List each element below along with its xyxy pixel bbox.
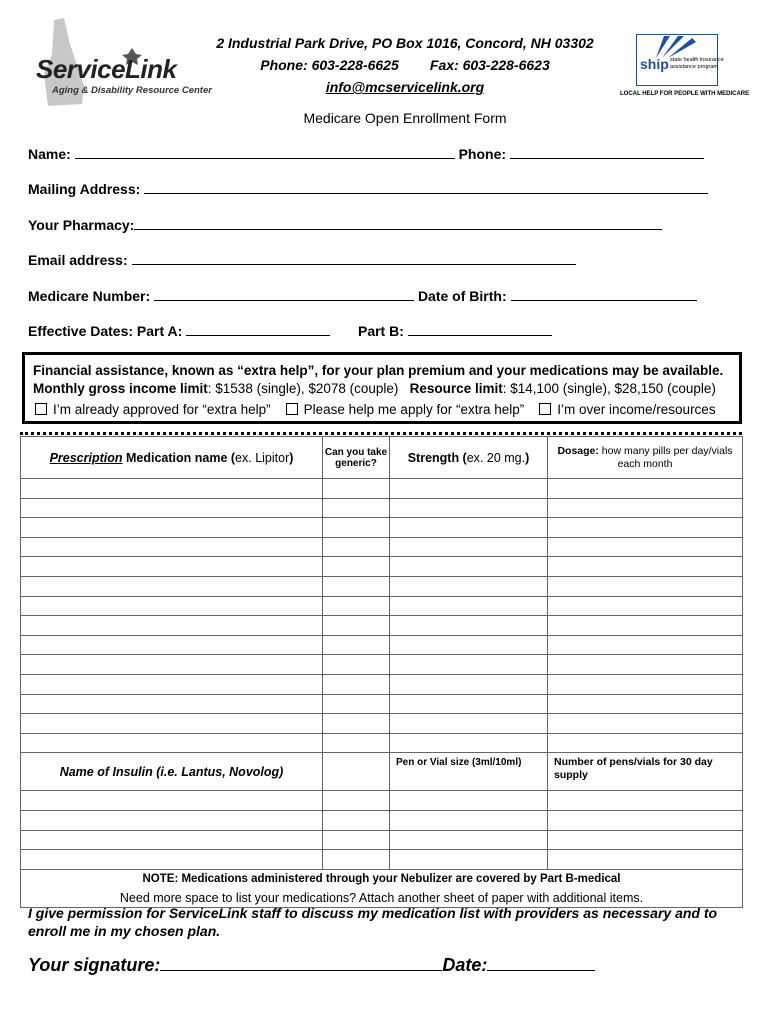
table-cell[interactable] [21, 733, 323, 753]
logo-tagline: Aging & Disability Resource Center [52, 85, 212, 96]
dob-label: Date of Birth: [417, 288, 507, 304]
table-cell[interactable] [548, 635, 743, 655]
insulin-cell[interactable] [323, 753, 390, 791]
note-row [21, 869, 743, 888]
more-space-note: Need more space to list your medications? Attach another sheet of paper with additional items. [21, 888, 743, 907]
table-cell[interactable] [21, 616, 323, 636]
table-cell[interactable] [548, 498, 743, 518]
dosage-header: Dosage: [557, 444, 599, 457]
table-row [21, 498, 743, 518]
name-label: Name: [28, 146, 71, 162]
table-cell[interactable] [21, 810, 323, 830]
logo-name: ServiceLink [36, 54, 177, 84]
over-income-checkbox[interactable] [539, 403, 551, 415]
table-cell[interactable] [548, 557, 743, 577]
table-cell[interactable] [390, 850, 548, 870]
medication-example: ex. Lipitor [235, 450, 290, 465]
table-cell[interactable] [390, 791, 548, 811]
table-cell[interactable] [21, 655, 323, 675]
signature-row [28, 952, 595, 976]
dotted-divider [20, 432, 742, 435]
table-cell[interactable] [21, 635, 323, 655]
table-cell[interactable] [21, 479, 323, 499]
table-cell[interactable] [548, 850, 743, 870]
date-field[interactable] [487, 952, 595, 971]
table-cell[interactable] [390, 518, 548, 538]
table-cell[interactable] [323, 733, 390, 753]
table-cell[interactable] [548, 576, 743, 596]
pharmacy-row [28, 215, 662, 233]
header-phone: Phone: 603-228-6625 [260, 57, 399, 73]
table-cell[interactable] [390, 674, 548, 694]
effective-row [28, 321, 552, 339]
header-fax: Fax: 603-228-6623 [429, 57, 550, 73]
table-cell[interactable] [548, 537, 743, 557]
table-cell[interactable] [21, 830, 323, 850]
table-row [21, 850, 743, 870]
table-cell[interactable] [21, 674, 323, 694]
strength-close: ) [525, 450, 530, 465]
table-cell[interactable] [323, 537, 390, 557]
apply-label: Please help me apply for “extra help” [303, 402, 525, 417]
table-cell[interactable] [548, 616, 743, 636]
table-cell[interactable] [548, 479, 743, 499]
effective-label: Effective Dates: Part A: [28, 323, 183, 339]
medicare-field[interactable] [154, 286, 414, 301]
medication-close: ) [289, 450, 294, 465]
table-header-row [21, 437, 743, 479]
pharmacy-field[interactable] [134, 215, 662, 230]
table-cell[interactable] [548, 791, 743, 811]
dob-field[interactable] [511, 286, 697, 301]
signature-field[interactable] [160, 952, 442, 971]
medicare-label: Medicare Number: [28, 288, 151, 304]
table-cell[interactable] [323, 830, 390, 850]
part-a-field[interactable] [186, 321, 330, 336]
table-cell[interactable] [323, 498, 390, 518]
table-row [21, 557, 743, 577]
table-cell[interactable] [323, 810, 390, 830]
table-cell[interactable] [323, 714, 390, 734]
ship-tagline: LOCAL HELP FOR PEOPLE WITH MEDICARE [620, 91, 750, 97]
pens-count-header: Number of pens/vials for 30 day supply [548, 753, 743, 791]
email-field[interactable] [132, 250, 576, 265]
table-row [21, 733, 743, 753]
email-label: Email address: [28, 252, 128, 268]
table-cell[interactable] [390, 557, 548, 577]
resource-limit-value: : $14,100 (single), $28,150 (couple) [502, 381, 716, 396]
table-cell[interactable] [548, 733, 743, 753]
table-cell[interactable] [323, 674, 390, 694]
strength-header: Strength ( [407, 450, 467, 465]
insulin-header: Name of Insulin (i.e. Lantus, Novolog) [21, 753, 323, 791]
insulin-rows [21, 791, 743, 869]
assistance-limits [33, 381, 716, 396]
medication-rows [21, 479, 743, 753]
table-cell[interactable] [323, 635, 390, 655]
table-cell[interactable] [323, 576, 390, 596]
part-b-field[interactable] [408, 321, 552, 336]
table-cell[interactable] [548, 714, 743, 734]
table-cell[interactable] [390, 655, 548, 675]
table-row [21, 694, 743, 714]
email-row [28, 250, 576, 268]
pen-size-header: Pen or Vial size (3ml/10ml) [390, 753, 548, 791]
table-row [21, 791, 743, 811]
table-cell[interactable] [21, 694, 323, 714]
income-limit-label: Monthly gross income limit [33, 381, 208, 396]
table-cell[interactable] [323, 557, 390, 577]
table-row [21, 655, 743, 675]
table-cell[interactable] [390, 576, 548, 596]
header-contact [185, 57, 625, 73]
table-cell[interactable] [390, 479, 548, 499]
table-cell[interactable] [21, 596, 323, 616]
insulin-header-row [21, 753, 743, 791]
table-cell[interactable] [548, 694, 743, 714]
table-cell[interactable] [390, 596, 548, 616]
table-cell[interactable] [548, 810, 743, 830]
table-cell[interactable] [21, 498, 323, 518]
prescription-header: Prescription [49, 450, 123, 465]
medication-header: Medication name ( [122, 450, 236, 465]
approved-label: I’m already approved for “extra help” [53, 402, 271, 417]
table-cell[interactable] [390, 498, 548, 518]
apply-checkbox[interactable] [286, 403, 298, 415]
table-cell[interactable] [323, 518, 390, 538]
table-row [21, 596, 743, 616]
strength-example: ex. 20 mg. [466, 450, 526, 465]
assistance-line1: Financial assistance, known as “extra help”, for your plan premium and your medications may be available. [33, 363, 724, 378]
table-cell[interactable] [390, 635, 548, 655]
signature-label: Your signature: [28, 955, 161, 975]
dosage-desc: how many pills per day/vials each month [598, 444, 733, 470]
table-row [21, 518, 743, 538]
table-row [21, 830, 743, 850]
table-row [21, 479, 743, 499]
table-cell[interactable] [548, 518, 743, 538]
income-limit-value: : $1538 (single), $2078 (couple) [207, 381, 399, 396]
phone-field[interactable] [510, 144, 704, 159]
table-cell[interactable] [548, 830, 743, 850]
table-cell[interactable] [323, 850, 390, 870]
nebulizer-note: NOTE: Medications administered through your Nebulizer are covered by Part B-medical [21, 869, 743, 888]
table-row [21, 616, 743, 636]
table-cell[interactable] [323, 616, 390, 636]
pharmacy-label: Your Pharmacy: [28, 217, 135, 233]
assistance-options [35, 402, 716, 417]
table-cell[interactable] [323, 596, 390, 616]
table-cell[interactable] [548, 596, 743, 616]
part-b-label: Part B: [357, 323, 404, 339]
table-cell[interactable] [390, 830, 548, 850]
ship-line1: state health insurance [670, 57, 724, 63]
table-cell[interactable] [21, 557, 323, 577]
name-row [28, 144, 704, 162]
permission-statement: I give permission for ServiceLink staff to discuss my medication list with providers as necessary and to enroll me in my chosen plan. [28, 905, 718, 939]
table-row [21, 537, 743, 557]
table-cell[interactable] [390, 733, 548, 753]
table-cell[interactable] [390, 616, 548, 636]
table-row [21, 635, 743, 655]
table-cell[interactable] [21, 850, 323, 870]
medication-table [20, 436, 743, 908]
mailing-field[interactable] [144, 179, 708, 194]
mailing-row [28, 179, 708, 197]
phone-label: Phone: [458, 146, 507, 162]
over-income-label: I’m over income/resources [557, 402, 716, 417]
table-cell[interactable] [323, 694, 390, 714]
ship-line2: assistance program [670, 64, 718, 70]
table-cell[interactable] [390, 714, 548, 734]
resource-limit-label: Resource limit [409, 381, 503, 396]
table-cell[interactable] [21, 518, 323, 538]
date-label: Date: [442, 955, 488, 975]
table-cell[interactable] [548, 674, 743, 694]
mailing-label: Mailing Address: [28, 181, 141, 197]
table-row [21, 576, 743, 596]
table-cell[interactable] [21, 537, 323, 557]
name-field[interactable] [75, 144, 455, 159]
header-email[interactable]: info@mcservicelink.org [325, 79, 485, 95]
table-cell[interactable] [390, 694, 548, 714]
table-row [21, 714, 743, 734]
ship-word: ship [640, 56, 669, 72]
table-cell[interactable] [390, 537, 548, 557]
header-address: 2 Industrial Park Drive, PO Box 1016, Concord, NH 03302 [216, 35, 594, 51]
ship-logo [618, 32, 750, 102]
table-cell[interactable] [21, 714, 323, 734]
medicare-row [28, 286, 697, 304]
form-title: Medicare Open Enrollment Form [303, 110, 507, 126]
servicelink-logo [18, 14, 212, 110]
approved-checkbox[interactable] [35, 403, 47, 415]
table-row [21, 674, 743, 694]
table-row [21, 810, 743, 830]
table-cell[interactable] [390, 810, 548, 830]
assistance-box [22, 352, 742, 424]
table-cell[interactable] [21, 576, 323, 596]
table-cell[interactable] [323, 655, 390, 675]
table-cell[interactable] [548, 655, 743, 675]
table-cell[interactable] [323, 479, 390, 499]
generic-header: Can you take generic? [323, 437, 390, 479]
table-cell[interactable] [21, 791, 323, 811]
table-cell[interactable] [323, 791, 390, 811]
